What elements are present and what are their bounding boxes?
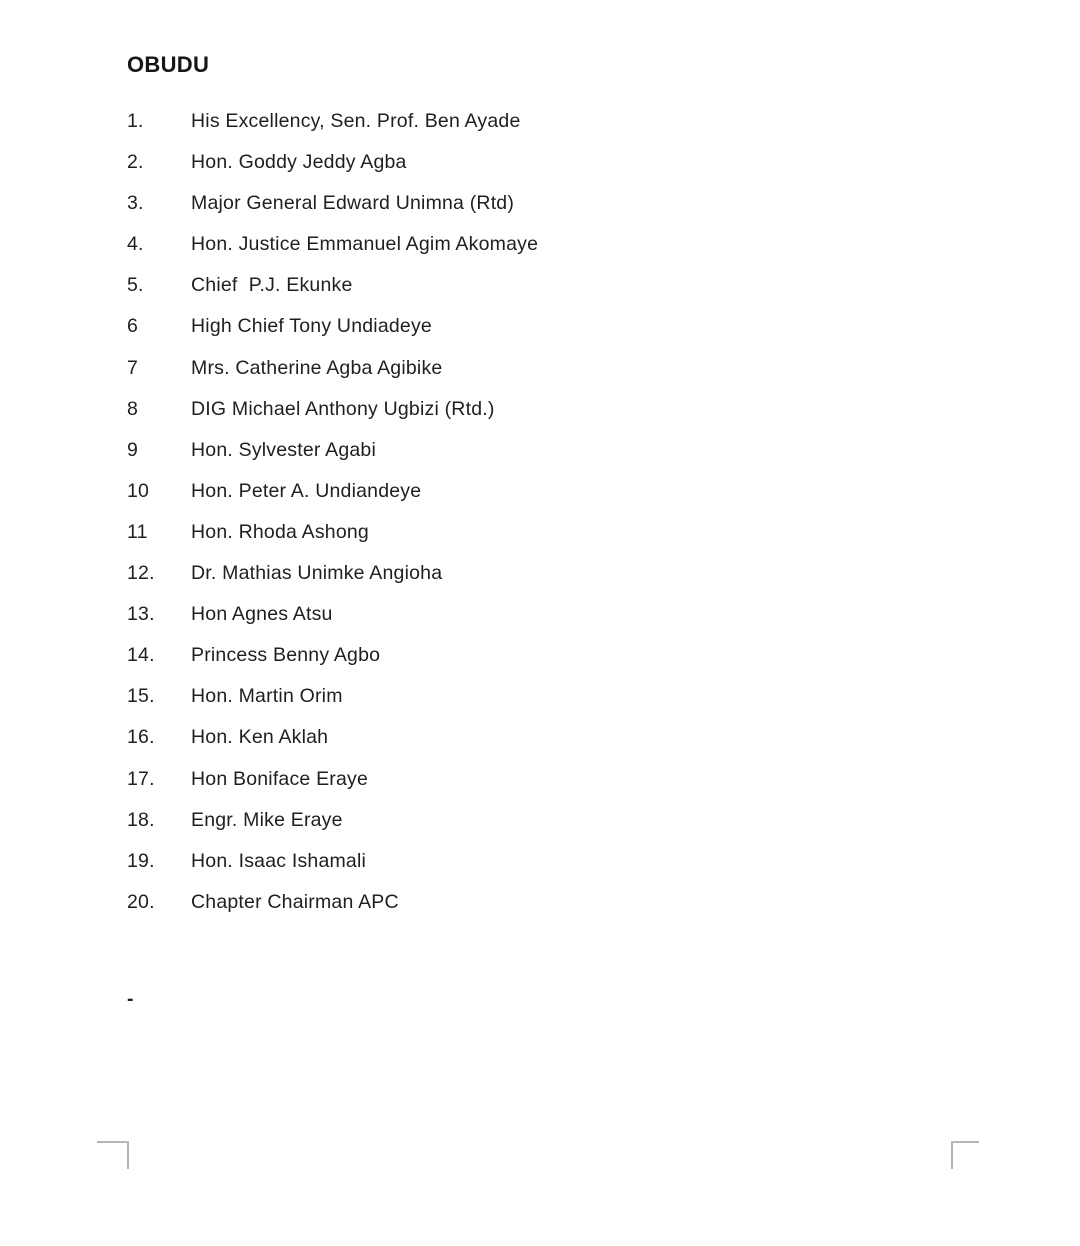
list-item-number: 3. bbox=[127, 192, 144, 215]
list-item-name: Hon. Isaac Ishamali bbox=[191, 849, 367, 872]
list-item-name: Hon. Goddy Jeddy Agba bbox=[191, 151, 407, 174]
list-item-number: 2. bbox=[127, 151, 144, 174]
list-item-name: Mrs. Catherine Agba Agibike bbox=[191, 356, 443, 379]
list-item-name: Hon. Sylvester Agabi bbox=[191, 438, 377, 461]
list-item-number: 19. bbox=[127, 849, 155, 872]
list-item-number: 17. bbox=[127, 767, 155, 790]
list-item-number: 14. bbox=[127, 644, 155, 667]
list-item-number: 18. bbox=[127, 808, 155, 831]
dash-mark: - bbox=[127, 988, 134, 1010]
page-title: OBUDU bbox=[127, 52, 210, 77]
list-item-number: 11 bbox=[127, 520, 148, 543]
list-item-name: DIG Michael Anthony Ugbizi (Rtd.) bbox=[191, 397, 495, 420]
list-item-number: 9 bbox=[127, 438, 139, 461]
list-item bbox=[127, 183, 538, 224]
list-item-number: 6 bbox=[127, 315, 139, 338]
delegates-list bbox=[127, 101, 538, 923]
list-item-name: Chief P.J. Ekunke bbox=[191, 274, 353, 297]
list-item-name: Dr. Mathias Unimke Angioha bbox=[191, 562, 443, 585]
list-item bbox=[127, 389, 538, 430]
list-item-number: 5. bbox=[127, 274, 144, 297]
list-item-name: Chapter Chairman APC bbox=[191, 890, 399, 913]
list-item-name: Hon. Peter A. Undiandeye bbox=[191, 479, 422, 502]
list-item bbox=[127, 717, 538, 758]
list-item bbox=[127, 265, 538, 306]
list-item-name: Princess Benny Agbo bbox=[191, 644, 381, 667]
list-item bbox=[127, 759, 538, 800]
list-item-number: 1. bbox=[127, 110, 144, 132]
list-item bbox=[127, 553, 538, 594]
list-item-name: Hon. Martin Orim bbox=[191, 685, 343, 708]
list-item-number: 8 bbox=[127, 397, 139, 420]
list-item-name: Hon Agnes Atsu bbox=[191, 603, 333, 626]
list-item bbox=[127, 101, 538, 142]
list-item bbox=[127, 348, 538, 389]
list-item-number: 20. bbox=[127, 890, 155, 913]
list-item-number: 13. bbox=[127, 603, 155, 626]
list-item-name: High Chief Tony Undiadeye bbox=[191, 315, 432, 338]
list-item-name: Hon Boniface Eraye bbox=[191, 767, 369, 790]
list-item-number: 12. bbox=[127, 562, 155, 585]
list-item-number: 15. bbox=[127, 685, 155, 708]
list-item bbox=[127, 224, 538, 265]
list-item bbox=[127, 512, 538, 553]
list-item bbox=[127, 306, 538, 347]
list-item bbox=[127, 471, 538, 512]
corner-mark-left-icon bbox=[97, 1141, 129, 1169]
list-item-number: 16. bbox=[127, 726, 155, 749]
list-item-name: Hon. Ken Aklah bbox=[191, 726, 329, 749]
list-item bbox=[127, 676, 538, 717]
list-item bbox=[127, 800, 538, 841]
list-item-number: 4. bbox=[127, 233, 144, 256]
corner-mark-right-icon bbox=[951, 1141, 979, 1169]
list-item-name: Engr. Mike Eraye bbox=[191, 808, 343, 831]
list-item bbox=[127, 594, 538, 635]
list-item bbox=[127, 635, 538, 676]
list-item-number: 10 bbox=[127, 479, 150, 502]
list-item-name: Hon. Justice Emmanuel Agim Akomaye bbox=[191, 233, 539, 256]
list-item bbox=[127, 142, 538, 183]
list-item-name: Major General Edward Unimna (Rtd) bbox=[191, 192, 515, 215]
list-item-name: His Excellency, Sen. Prof. Ben Ayade bbox=[191, 110, 521, 132]
list-item bbox=[127, 882, 538, 923]
list-item bbox=[127, 430, 538, 471]
list-item-name: Hon. Rhoda Ashong bbox=[191, 520, 369, 543]
list-item bbox=[127, 841, 538, 882]
list-item-number: 7 bbox=[127, 356, 139, 379]
